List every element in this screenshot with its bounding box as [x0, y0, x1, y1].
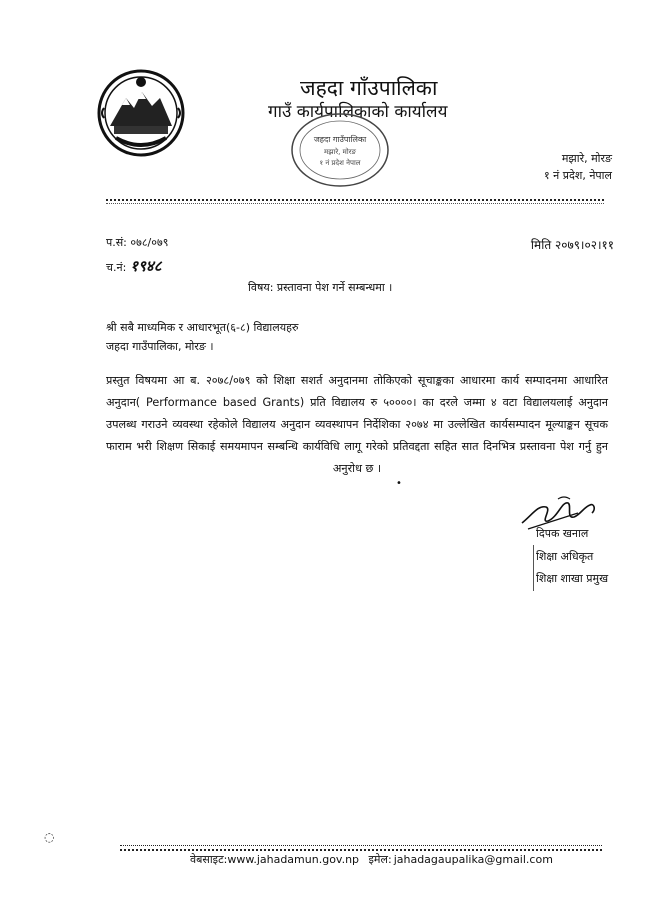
svg-text:१ नं प्रदेश नेपाल: १ नं प्रदेश नेपाल [319, 159, 361, 167]
recipient-line-2: जहदा गाउँपालिका, मोरङ । [106, 340, 214, 353]
office-name: जहदा गाँउपालिका [300, 76, 438, 100]
footer-divider-secondary [120, 849, 602, 851]
letter-date: मिति २०७९।०२।११ [530, 238, 614, 252]
subject-line: विषय: प्रस्तावना पेश गर्ने सम्बन्धमा । [248, 281, 393, 294]
ink-dot: • [396, 478, 402, 489]
dispatch-label: च.नं: [106, 261, 127, 274]
website-label: वेबसाइट: [190, 853, 228, 866]
footer-divider [120, 845, 602, 846]
signatory-section: शिक्षा शाखा प्रमुख [536, 572, 609, 585]
recipient-line-1: श्री सबै माध्यमिक र आधारभूत(६-८) विद्यालयहरु [106, 321, 299, 334]
email-label: इमेल: [368, 853, 392, 866]
scan-mark: ◌ [44, 830, 55, 844]
address-line-2: १ नं प्रदेश, नेपाल [543, 169, 612, 182]
svg-text:मझारे, मोरङ: मझारे, मोरङ [324, 148, 356, 156]
footer-contact [190, 852, 559, 867]
letter-body: प्रस्तुत विषयमा आ ब. २०७८/०७९ को शिक्षा सशर्त अनुदानमा तोकिएको सूचाङ्कका आधारमा कार्य सम्पादनमा आधारित अनुदान( Performance based Grants) प्रति विद्यालय रु ५००००। का दरले जम्मा ४ वटा विद्यालयलाई अनुदान उपलब्ध गराउने व्यवस्था रहेकोले विद्यालय अनुदान व्यवस्थापन निर्देशिका २०७४ मा उल्लेखित कार्यसम्पादन मूल्याङ्कन सूचक फाराम भरी शिक्षण सिकाई समयमापन सम्बन्धि कार्यविधि लागू गरेको प्रतिवद्दता सहित सात दिनभित्र प्रस्तावना पेश गर्नु हुन अनुरोध छ । [106, 374, 608, 475]
dispatch-number-handwritten: १९४८ [130, 257, 162, 275]
svg-text:जहदा गाउँपालिका: जहदा गाउँपालिका [313, 135, 367, 144]
website-link[interactable]: www.jahadamun.gov.np [227, 853, 360, 866]
header-divider [106, 199, 604, 201]
address-line-1: मझारे, मोरङ [561, 152, 612, 165]
reference-number: प.सं: ०७८/०७९ [106, 236, 169, 249]
header-divider-secondary [106, 203, 604, 204]
signatory-title: शिक्षा अधिकृत [536, 550, 594, 563]
signatory-name: दिपक खनाल [536, 527, 589, 540]
dispatch-number [106, 256, 162, 276]
office-subtitle: गाउँ कार्यपालिकाको कार्यालय [268, 102, 448, 122]
nepal-emblem-logo [96, 68, 186, 158]
office-stamp-seal [285, 112, 395, 194]
email-link[interactable]: jahadagaupalika@gmail.com [393, 853, 553, 866]
